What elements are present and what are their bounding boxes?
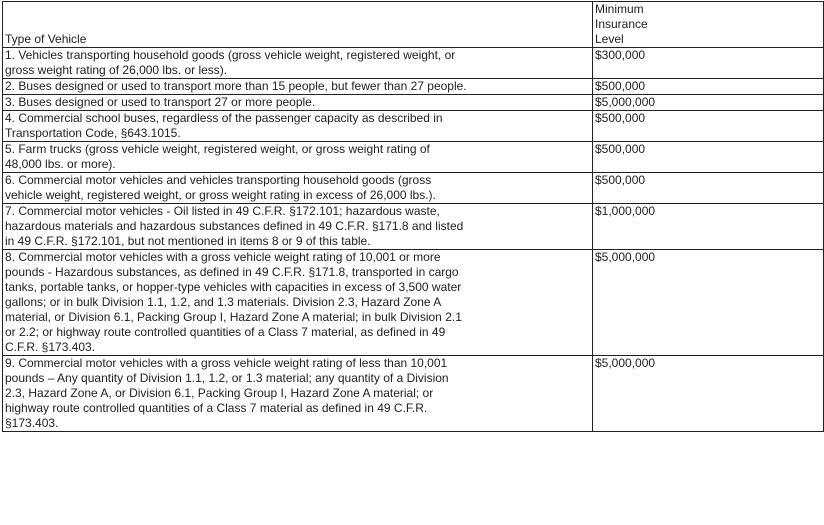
table-row — [3, 111, 824, 142]
vehicle-text: 7. Commercial motor vehicles - Oil listed in 49 C.F.R. §172.101; hazardous waste, hazardous materials and hazardous substances defined in 49 C.F.R. §171.8 and listed in 49 C.F.R. §172.101, but not mentioned in items 8 or 9 of this table. — [5, 204, 464, 248]
level-text: $500,000 — [595, 142, 646, 156]
vehicle-text: 1. Vehicles transporting household goods (gross vehicle weight, registered weight, or gross weight rating of 26,000 lbs. or less). — [5, 48, 456, 77]
level-cell — [593, 250, 824, 356]
table-row — [3, 356, 824, 432]
table-row — [3, 79, 824, 95]
table-row — [3, 173, 824, 204]
vehicle-cell — [3, 48, 593, 79]
level-cell — [593, 48, 824, 79]
level-text: $500,000 — [595, 79, 646, 93]
level-cell — [593, 95, 824, 111]
header-type-of-vehicle — [3, 2, 593, 48]
table-row — [3, 204, 824, 250]
vehicle-text: 5. Farm trucks (gross vehicle weight, registered weight, or gross weight rating of 48,000 lbs. or more). — [5, 142, 430, 171]
level-cell — [593, 111, 824, 142]
header-minimum-insurance-level — [593, 2, 824, 48]
level-text: $1,000,000 — [595, 204, 656, 218]
vehicle-text: 3. Buses designed or used to transport 27 or more people. — [5, 95, 316, 109]
level-cell — [593, 79, 824, 95]
level-cell — [593, 356, 824, 432]
table-row — [3, 142, 824, 173]
vehicle-cell — [3, 79, 593, 95]
table-row — [3, 95, 824, 111]
level-cell — [593, 204, 824, 250]
level-text: $500,000 — [595, 173, 646, 187]
table-row — [3, 48, 824, 79]
level-text: $5,000,000 — [595, 356, 656, 370]
vehicle-cell — [3, 250, 593, 356]
vehicle-text: 8. Commercial motor vehicles with a gross vehicle weight rating of 10,001 or more pounds - Hazardous substances, as defined in 49 C.F.R. §171.8, transported in cargo tanks, portable tanks, or hopper-type vehicles with capacities in excess of 3,500 water gallons; or in bulk Division 1.1, 1.2, and 1.3 materials. Division 2.3, Hazard Zone A material, or Division 6.1, Packing Group I, Hazard Zone A material; in bulk Division 2.1 or 2.2; or highway route controlled quantities of a Class 7 material, as defined in 49 C.F.R. §173.403. — [5, 250, 462, 354]
vehicle-cell — [3, 204, 593, 250]
level-text: $5,000,000 — [595, 250, 656, 264]
header-minimum-insurance-level-label: Minimum Insurance Level — [595, 2, 648, 46]
vehicle-cell — [3, 356, 593, 432]
header-type-of-vehicle-label: Type of Vehicle — [5, 32, 87, 46]
vehicle-text: 9. Commercial motor vehicles with a gross vehicle weight rating of less than 10,001 pounds – Any quantity of Division 1.1, 1.2, or 1.3 material; any quantity of a Division 2.3, Hazard Zone A, or Division 6.1, Packing Group I, Hazard Zone A material; or highway route controlled quantities of a Class 7 material as defined in 49 C.F.R. §173.403. — [5, 356, 449, 430]
level-cell — [593, 173, 824, 204]
level-text: $500,000 — [595, 111, 646, 125]
vehicle-text: 4. Commercial school buses, regardless of the passenger capacity as described in Transportation Code, §643.1015. — [5, 111, 443, 140]
vehicle-cell — [3, 95, 593, 111]
insurance-table — [2, 1, 824, 432]
vehicle-cell — [3, 173, 593, 204]
table-row — [3, 250, 824, 356]
vehicle-text: 6. Commercial motor vehicles and vehicles transporting household goods (gross vehicle weight, registered weight, or gross weight rating in excess of 26,000 lbs.). — [5, 173, 436, 202]
level-text: $300,000 — [595, 48, 646, 62]
table-header-row — [3, 2, 824, 48]
vehicle-cell — [3, 142, 593, 173]
level-cell — [593, 142, 824, 173]
level-text: $5,000,000 — [595, 95, 656, 109]
vehicle-cell — [3, 111, 593, 142]
vehicle-text: 2. Buses designed or used to transport more than 15 people, but fewer than 27 people. — [5, 79, 467, 93]
